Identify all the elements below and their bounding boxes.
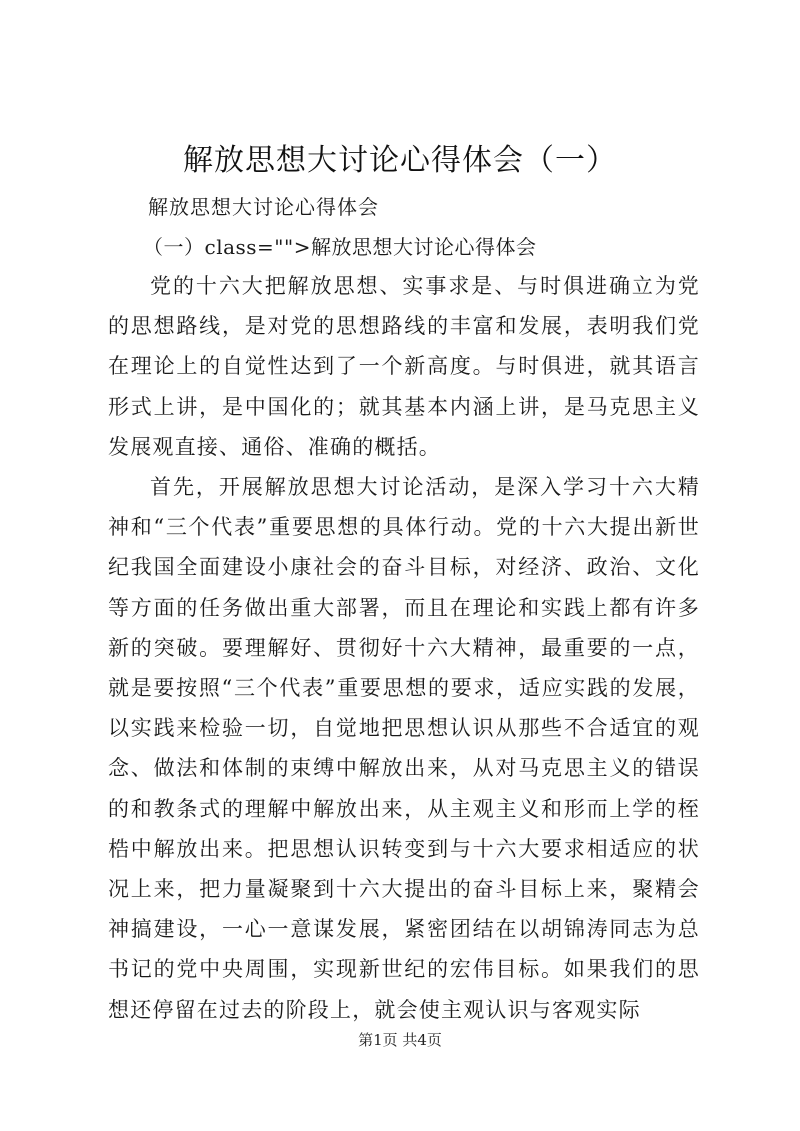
document-body xyxy=(108,266,700,1030)
document-subtitle: 解放思想大讨论心得体会 xyxy=(148,195,379,219)
paragraph: 首先，开展解放思想大讨论活动，是深入学习十六大精神和“三个代表”重要思想的具体行动。党的十六大提出新世纪我国全面建设小康社会的奋斗目标，对经济、政治、文化等方面的任务做出重大部署，而且在理论和实践上都有许多新的突破。要理解好、贯彻好十六大精神，最重要的一点，就是要按照“三个代表”重要思想的要求，适应实践的发展，以实践来检验一切，自觉地把思想认识从那些不合适宜的观念、做法和体制的束缚中解放出来，从对马克思主义的错误的和教条式的理解中解放出来，从主观主义和形而上学的桎梏中解放出来。把思想认识转变到与十六大要求相适应的状况上来，把力量凝聚到十六大提出的奋斗目标上来，聚精会神搞建设，一心一意谋发展，紧密团结在以胡锦涛同志为总书记的党中央周围，实现新世纪的宏伟目标。如果我们的思想还停留在过去的阶段上，就会使主观认识与客观实际 xyxy=(108,475,700,1022)
page-number-label: 第1页 共4页 xyxy=(358,1031,442,1049)
paragraph: 党的十六大把解放思想、实事求是、与时俱进确立为党的思想路线，是对党的思想路线的丰富和发展，表明我们党在理论上的自觉性达到了一个新高度。与时俱进，就其语言形式上讲，是中国化的；就其基本内涵上讲，是马克思主义发展观直接、通俗、准确的概括。 xyxy=(108,274,700,459)
document-subheading: （一）class="">解放思想大讨论心得体会 xyxy=(143,235,537,259)
page-footer xyxy=(0,1029,800,1051)
document-title: 解放思想大讨论心得体会（一） xyxy=(183,143,617,178)
